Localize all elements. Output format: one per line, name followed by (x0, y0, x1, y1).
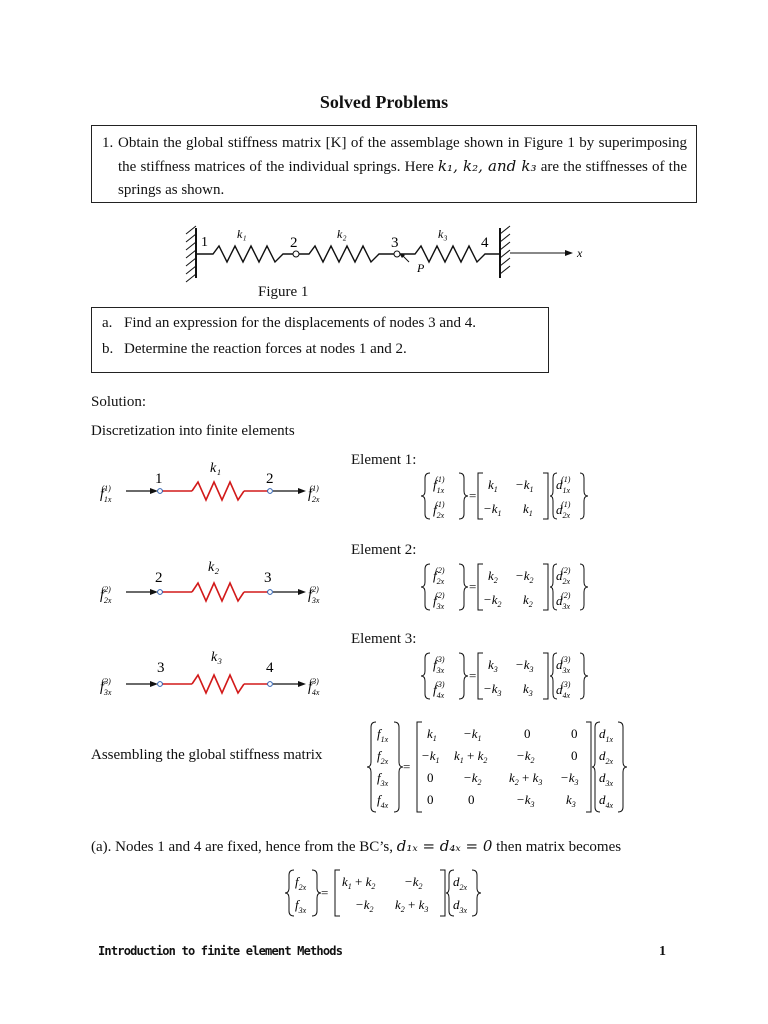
element-2-force-right: f (308, 588, 312, 603)
element-2-equation (420, 561, 590, 613)
fig-node-4: 4 (481, 235, 489, 251)
svg-text:−k2: $-k_2$ (483, 592, 502, 609)
element-3-node-left: 3 (157, 660, 165, 676)
fig-axis-x: x (577, 246, 583, 260)
svg-text:−k3: $-k_3$ (560, 770, 579, 787)
svg-text:−k1: $-k_1$ (515, 477, 534, 494)
element-2-node-left: 2 (155, 570, 163, 586)
fig-spring-k1: k₁ (237, 227, 247, 241)
svg-text:f3x: $f_{3x}$ (377, 770, 389, 788)
svg-text:=: = (469, 668, 477, 683)
reduced-stiffness-equation (284, 868, 490, 918)
svg-text:f2x: $f_{2x}$ (295, 874, 307, 892)
svg-text:−k1: $-k_1$ (463, 726, 482, 743)
svg-text:−k2: $-k_2$ (515, 568, 534, 585)
footer-course-title: Introduction to finite element Methods (98, 944, 343, 958)
svg-text:−k2: $-k_2$ (355, 897, 374, 914)
svg-text:k3: $k_3$ (523, 681, 533, 698)
svg-text:k3: $k_3$ (566, 792, 576, 809)
svg-text:d3x(3): $d_{3x}(3)$ (556, 655, 571, 675)
element-1-node-right: 2 (266, 471, 274, 487)
svg-text:f3x(2): $f_{3x}(2)$ (433, 591, 445, 611)
svg-text:f4x(3): $f_{4x}(3)$ (433, 680, 445, 700)
element-1-diagram (98, 455, 338, 515)
element-2-force-left: f (100, 588, 104, 603)
element-1-force-right: f (308, 487, 312, 502)
svg-text:d3x: $d_{3x}$ (453, 897, 468, 915)
element-2-diagram (98, 560, 338, 620)
svg-text:−k3: $-k_3$ (516, 792, 535, 809)
svg-text:f1x(1): $f_{1x}(1)$ (433, 475, 445, 495)
svg-text:0: 0 (571, 748, 578, 763)
svg-text:d2x(1): $d_{2x}(1)$ (556, 500, 571, 520)
boundary-condition: d₁ₓ = d₄ₓ = 0 (396, 837, 493, 855)
svg-text:f4x: $f_{4x}$ (377, 792, 389, 810)
element-1-node-left: 1 (155, 471, 163, 487)
svg-text:f3x: $f_{3x}$ (295, 897, 307, 915)
fig-node-2: 2 (290, 235, 298, 251)
svg-text:d1x: $d_{1x}$ (599, 726, 614, 744)
element-1-force-left: f (100, 487, 104, 502)
figure-caption: Figure 1 (258, 284, 309, 300)
svg-text:0: 0 (427, 792, 434, 807)
svg-text:d3x: $d_{3x}$ (599, 770, 614, 788)
element-3-force-left: f (100, 680, 104, 695)
svg-text:−k1: $-k_1$ (483, 501, 502, 518)
element-2-title: Element 2: (351, 542, 417, 558)
svg-text:−k3: $-k_3$ (515, 657, 534, 674)
svg-text:0: 0 (427, 770, 434, 785)
element-3-diagram (98, 648, 338, 708)
element-2-node-right: 3 (264, 570, 272, 586)
fig-spring-k2: k₂ (337, 227, 347, 241)
svg-text:k2: $k_2$ (523, 592, 533, 609)
svg-text:d4x: $d_{4x}$ (599, 792, 614, 810)
svg-text:d2x(2): $d_{2x}(2)$ (556, 566, 571, 586)
svg-text:f1x(1): $f_{1x}(1)$ (100, 484, 112, 504)
svg-text:=: = (403, 759, 411, 774)
svg-text:f1x: $f_{1x}$ (377, 726, 389, 744)
svg-text:0: 0 (571, 726, 578, 741)
svg-text:f2x(1): $f_{2x}(1)$ (433, 500, 445, 520)
solution-label: Solution: (91, 394, 147, 410)
svg-text:d2x: $d_{2x}$ (453, 874, 468, 892)
element-1-stiffness: k₁ (210, 461, 222, 476)
svg-text:=: = (321, 885, 329, 900)
element-2-stiffness: k₂ (208, 560, 220, 575)
svg-text:f2x(2): $f_{2x}(2)$ (100, 585, 112, 605)
fig-node-3: 3 (391, 235, 399, 251)
svg-text:0: 0 (468, 792, 475, 807)
svg-text:f3x(3): $f_{3x}(3)$ (100, 677, 112, 697)
problem-text: Obtain the global stiffness matrix [K] of the assemblage shown in Figure 1 by superimposing the stiffness matrices of the individual springs. Here k₁, k₂, and k₃ are the stiffnesses of the springs as shown. (118, 135, 687, 198)
svg-text:d1x(1): $d_{1x}(1)$ (556, 475, 571, 495)
svg-text:−k1: $-k_1$ (421, 748, 440, 765)
task-b: b. Determine the reaction forces at nodes 1 and 2. (102, 341, 407, 357)
svg-text:k1: $k_1$ (523, 501, 533, 518)
svg-text:f3x(2): $f_{3x}(2)$ (308, 585, 320, 605)
spring-k1 (196, 246, 293, 262)
element-3-stiffness: k₃ (211, 650, 223, 665)
svg-text:d4x(3): $d_{4x}(3)$ (556, 680, 571, 700)
global-stiffness-equation (366, 720, 628, 814)
tasks-box (91, 307, 549, 373)
svg-text:−k2: $-k_2$ (516, 748, 535, 765)
assembling-label: Assembling the global stiffness matrix (91, 747, 323, 763)
spring-k2 (299, 246, 394, 262)
svg-text:k1: $k_1$ (488, 477, 498, 494)
element-1-title: Element 1: (351, 452, 417, 468)
svg-text:f2x(1): $f_{2x}(1)$ (308, 484, 320, 504)
element-3-node-right: 4 (266, 660, 274, 676)
spring-assembly-figure (183, 222, 603, 284)
svg-text:=: = (469, 488, 477, 503)
svg-text:k1: $k_1$ (427, 726, 437, 743)
svg-text:k3: $k_3$ (488, 657, 498, 674)
svg-text:k2 + k3: $k_2 + k_3$ (509, 770, 543, 787)
element-1-equation (420, 470, 590, 522)
svg-text:−k2: $-k_2$ (463, 770, 482, 787)
svg-text:−k3: $-k_3$ (483, 681, 502, 698)
part-a-text: (a). Nodes 1 and 4 are fixed, hence from the BC’s, d₁ₓ = d₄ₓ = 0 then matrix becomes (91, 837, 622, 855)
svg-text:k2 + k3: $k_2 + k_3$ (395, 897, 429, 914)
stiffness-symbols: k₁, k₂, and k₃ (437, 157, 537, 175)
svg-text:−k2: $-k_2$ (404, 874, 423, 891)
fig-node-1: 1 (201, 235, 208, 250)
svg-text:f3x(3): $f_{3x}(3)$ (433, 655, 445, 675)
svg-text:k1 + k2: $k_1 + k_2$ (454, 748, 488, 765)
element-3-title: Element 3: (351, 631, 417, 647)
problem-number: 1. (102, 135, 114, 151)
svg-text:f4x(3): $f_{4x}(3)$ (308, 677, 320, 697)
element-3-equation (420, 650, 590, 702)
page-number: 1 (659, 944, 666, 959)
svg-text:d3x(2): $d_{3x}(2)$ (556, 591, 571, 611)
discretization-label: Discretization into finite elements (91, 423, 295, 439)
task-a: a. Find an expression for the displacements of nodes 3 and 4. (102, 315, 477, 331)
svg-text:f2x: $f_{2x}$ (377, 748, 389, 766)
svg-text:k2: $k_2$ (488, 568, 498, 585)
svg-text:0: 0 (524, 726, 531, 741)
element-3-force-right: f (308, 680, 312, 695)
fig-load-p: P (417, 261, 425, 275)
svg-text:d2x: $d_{2x}$ (599, 748, 614, 766)
svg-text:=: = (469, 579, 477, 594)
svg-text:k1 + k2: $k_1 + k_2$ (342, 874, 376, 891)
problem-box (91, 125, 697, 203)
page-title: Solved Problems (319, 92, 449, 112)
fig-spring-k3: k₃ (438, 227, 448, 241)
svg-text:f2x(2): $f_{2x}(2)$ (433, 566, 445, 586)
